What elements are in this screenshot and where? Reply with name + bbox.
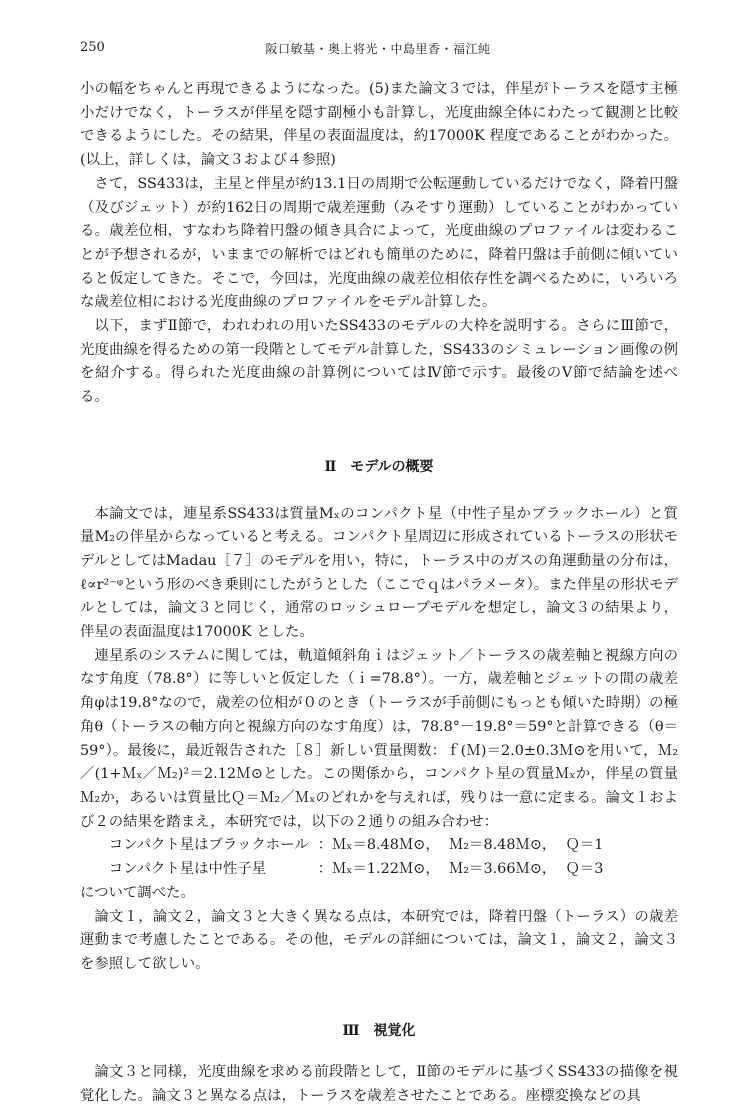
section-heading-model: Ⅱ モデルの概要 (324, 458, 434, 475)
paragraph: 連星系のシステムに関しては，軌道傾斜角ｉはジェット／トーラスの歳差軸と視線方向のなす角度（78.8°）に等しいと仮定した（ｉ=78.8°）。一方，歳差軸とジェットの間の歳差角φは19.8°なので，歳差の位相が０のとき（トーラスが手前側にもっとも傾いた時期）の極角θ（トーラスの軸方向と視線方向のなす角度）は，78.8°－19.8°＝59°と計算できる（θ＝59°）。最後に，最近報告された［８］新しい質量関数：ｆ(Ｍ)＝2.0±0.3Ｍ⊙を用いて，Ｍ₂／(1+Ｍₓ／Ｍ₂)²＝2.12Ｍ⊙とした。この関係から，コンパクト星の質量Ｍₓか，伴星の質量Ｍ₂か，あるいは質量比Ｑ＝Ｍ₂／Ｍₓのどれかを与えれば，残りは一意に定まる。論文１および２の結果を踏まえ，本研究では，以下の２通りの組み合わせ： (80, 647, 679, 830)
paragraph: 論文３と同様，光度曲線を求める前段階として，Ⅱ節のモデルに基づくSS433の描像を視覚化した。論文３と異なる点は，トーラスを歳差させたことである。座標変換などの具 (80, 1064, 678, 1105)
paragraph: 以下，まずⅡ節で，われわれの用いたSS433のモデルの大枠を説明する。さらにⅢ節で，光度曲線を得るための第一段階としてモデル計算した，SS433のシミュレーション画像の例を紹介する。得られた光度曲線の計算例についてはⅣ節で示す。最後のⅤ節で結論を述べる。 (80, 318, 678, 406)
combination-values: ：Ｍₓ＝8.48Ｍ⊙， Ｍ₂＝8.48Ｍ⊙， Ｑ＝1 (317, 837, 604, 854)
page-number: 250 (80, 40, 105, 55)
page-header (80, 40, 676, 60)
paragraph-continued: について調べた。 (80, 884, 195, 901)
combination-label: コンパクト星は中性子星 (108, 861, 267, 878)
combination-values: ：Ｍₓ＝1.22Ｍ⊙， Ｍ₂＝3.66Ｍ⊙， Ｑ＝3 (317, 861, 604, 878)
paragraph: 本論文では，連星系SS433は質量Mₓのコンパクト星（中性子星かブラックホール）と質量M₂の伴星からなっていると考える。コンパクト星周辺に形成されているトーラスの形状モデルとしてはMadau［７］のモデルを用い，特に，トーラス中のガスの角運動量の分布は，ℓ∝r²⁻ᵠという形のべき乗則にしたがうとした（ここでｑはパラメータ）。また伴星の形状モデルとしては，論文３と同じく，通常のロッシュローブモデルを想定し，論文３の結果より，伴星の表面温度は17000K とした。 (80, 505, 678, 641)
running-head-authors: 阪口敏基・奥上将光・中島里香・福江純 (265, 42, 491, 56)
paragraph: 論文１，論文２，論文３と大きく異なる点は，本研究では，降着円盤（トーラス）の歳差運動まで考慮したことである。その他，モデルの詳細については，論文１，論文２，論文３を参照して欲しい。 (80, 908, 678, 972)
combination-row (80, 858, 678, 882)
combination-label: コンパクト星はブラックホール (108, 837, 309, 854)
combination-row (80, 834, 678, 858)
section-heading-visualization: Ⅲ 視覚化 (342, 1022, 416, 1039)
body-text (80, 78, 678, 1109)
paragraph: さて，SS433は，主星と伴星が約13.1日の周期で公転運動しているだけでなく，降着円盤（及びジェット）が約162日の周期で歳差運動（みそすり運動）していることがわかっている。歳差位相，すなわち降着円盤の傾き具合によって，光度曲線のプロファイルは変わることが予想されるが，いままでの解析ではどれも簡単のために，降着円盤は手前側に傾いていると仮定してきた。そこで，今回は，光度曲線の歳差位相依存性を調べるために，いろいろな歳差位相における光度曲線のプロファイルをモデル計算した。 (80, 175, 678, 311)
paragraph-continued: 小の幅をちゃんと再現できるようになった。(5)また論文３では，伴星がトーラスを隠す主極小だけでなく，トーラスが伴星を隠す副極小も計算し，光度曲線全体にわたって観測と比較できるようにした。その結果，伴星の表面温度は，約17000K 程度であることがわかった。(以上，詳しくは，論文３および４参照) (80, 81, 678, 169)
